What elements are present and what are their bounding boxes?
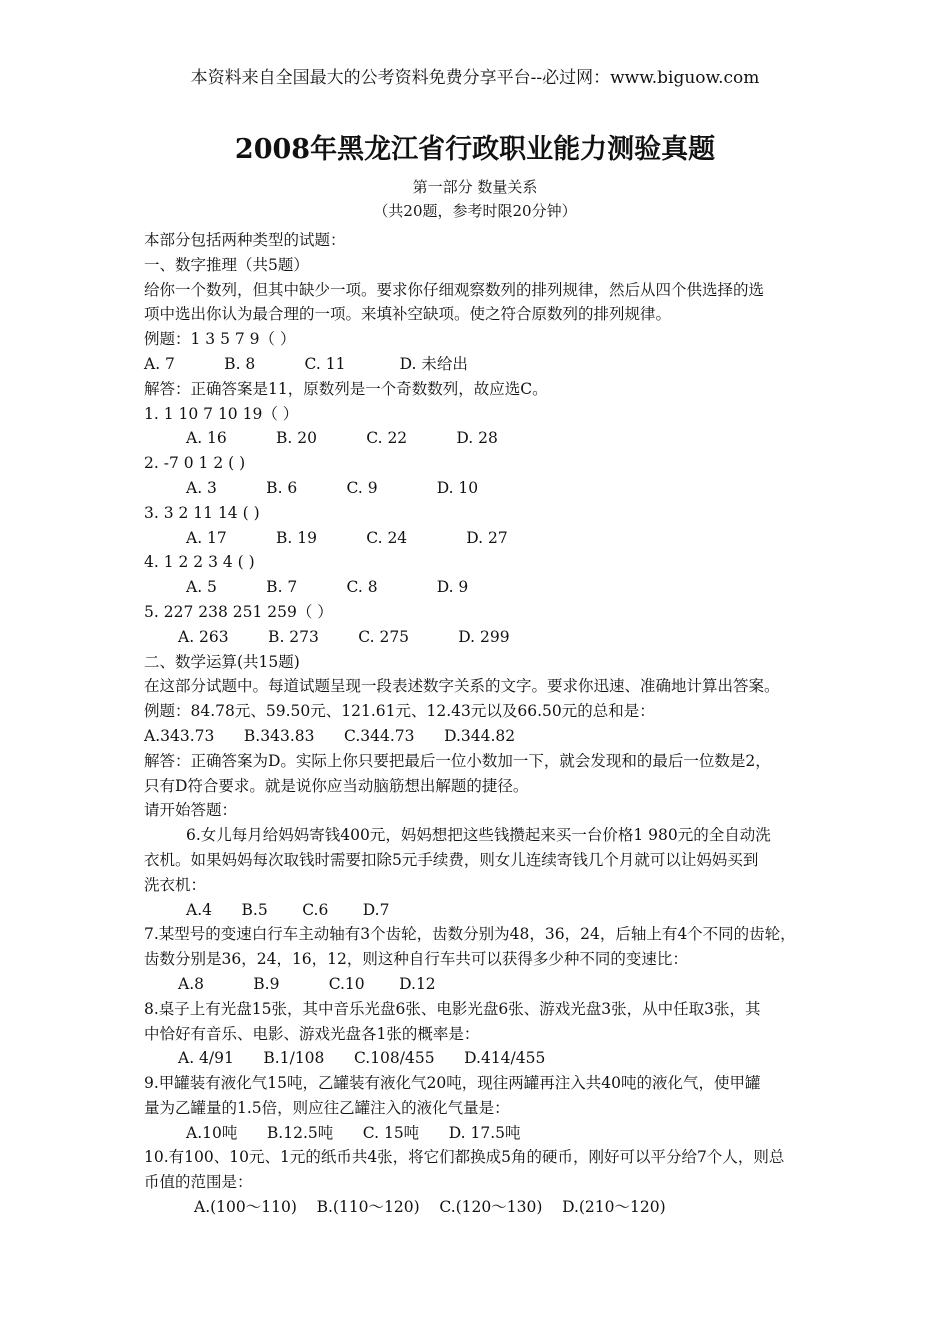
time-note: （共20题，参考时限20分钟）: [373, 202, 577, 220]
section-description: 项中选出你认为最合理的一项。来填补空缺项。使之符合原数列的排列规律。: [144, 305, 672, 324]
question-6-options: A.4 B.5 C.6 D.7: [186, 900, 390, 919]
question-10: 币值的范围是：: [144, 1173, 253, 1192]
question-10: 10.有100、10元、1元的纸币共4张，将它们都换成5角的硬币，刚好可以平分给7个人，则总: [144, 1148, 785, 1167]
question-5: 5. 227 238 251 259（ ）: [144, 602, 333, 621]
question-9-options: A.10吨 B.12.5吨 C. 15吨 D. 17.5吨: [186, 1123, 521, 1142]
start-prompt: 请开始答题：: [144, 801, 238, 820]
question-2: 2. -7 0 1 2 ( ): [144, 454, 246, 473]
question-5-options: A. 263 B. 273 C. 275 D. 299: [178, 627, 510, 646]
question-6: 洗衣机：: [144, 875, 207, 894]
question-9: 9.甲罐装有液化气15吨，乙罐装有液化气20吨，现往两罐再注入共40吨的液化气，使甲罐: [144, 1074, 761, 1093]
section-heading: 二、数学运算(共15题): [144, 652, 300, 671]
example-options: A.343.73 B.343.83 C.344.73 D.344.82: [144, 726, 516, 745]
example-answer: 只有D符合要求。就是说你应当动脑筋想出解题的捷径。: [144, 776, 529, 795]
question-8: 8.桌子上有光盘15张，其中音乐光盘6张、电影光盘6张、游戏光盘3张，从中任取3张，其: [144, 999, 761, 1018]
section-heading: 一、数字推理（共5题）: [144, 255, 309, 274]
section-description: 给你一个数列，但其中缺少一项。要求你仔细观察数列的排列规律，然后从四个供选择的选: [144, 280, 765, 299]
document-title: 2008年黑龙江省行政职业能力测验真题: [234, 134, 716, 165]
question-3-options: A. 17 B. 19 C. 24 D. 27: [186, 528, 508, 547]
example-question: 例题：84.78元、59.50元、121.61元、12.43元以及66.50元的总和是：: [144, 702, 655, 721]
question-4-options: A. 5 B. 7 C. 8 D. 9: [186, 578, 469, 597]
question-6: 衣机。如果妈妈每次取钱时需要扣除5元手续费，则女儿连续寄钱几个月就可以让妈妈买到: [144, 850, 759, 869]
section-description: 在这部分试题中。每道试题呈现一段表述数字关系的文字。要求你迅速、准确地计算出答案。: [144, 677, 780, 696]
question-10-options: A.(100～110) B.(110～120) C.(120～130) D.(210～120): [194, 1198, 666, 1217]
example-answer: 解答：正确答案为D。实际上你只要把最后一位小数加一下，就会发现和的最后一位数是2，: [144, 751, 771, 770]
part-heading: 第一部分 数量关系: [412, 178, 538, 196]
question-2-options: A. 3 B. 6 C. 9 D. 10: [186, 478, 479, 497]
question-7: 7.某型号的变速白行车主动轴有3个齿轮，齿数分别为48，36，24，后轴上有4个不同的齿轮，: [144, 925, 796, 944]
document-body: [144, 228, 814, 1220]
question-7-options: A.8 B.9 C.10 D.12: [178, 974, 436, 993]
question-8: 中恰好有音乐、电影、游戏光盘各1张的概率是：: [144, 1024, 480, 1043]
question-8-options: A. 4/91 B.1/108 C.108/455 D.414/455: [178, 1049, 546, 1068]
question-7: 齿数分别是36，24，16，12，则这种自行车共可以获得多少种不同的变速比：: [144, 950, 688, 969]
example-question: 例题：1 3 5 7 9（ ）: [144, 330, 296, 349]
source-header: 本资料来自全国最大的公考资料免费分享平台--必过网：www.biguow.com: [190, 68, 760, 88]
example-options: A. 7 B. 8 C. 11 D. 未给出: [144, 354, 468, 373]
question-1-options: A. 16 B. 20 C. 22 D. 28: [186, 429, 498, 448]
question-6: 6.女儿每月给妈妈寄钱400元，妈妈想把这些钱攒起来买一台价格1 980元的全自动洗: [186, 826, 771, 845]
question-1: 1. 1 10 7 10 19（ ）: [144, 404, 299, 423]
question-4: 4. 1 2 2 3 4 ( ): [144, 553, 255, 572]
question-9: 量为乙罐量的1.5倍，则应往乙罐注入的液化气量是：: [144, 1098, 510, 1117]
example-answer: 解答：正确答案是11，原数列是一个奇数数列，故应选C。: [144, 379, 548, 398]
question-3: 3. 3 2 11 14 ( ): [144, 503, 260, 522]
intro-text: 本部分包括两种类型的试题：: [144, 231, 346, 249]
